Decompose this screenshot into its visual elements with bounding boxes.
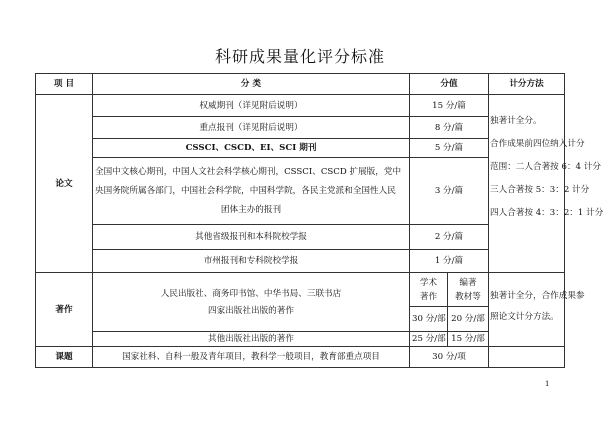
works-subheader-academic-line-1: 学术 — [419, 277, 438, 288]
papers-category-4 — [93, 158, 410, 225]
works-subheader-compiled-line-2: 教材等 — [455, 291, 481, 302]
papers-category-4-line-3: 团体主办的报刊 — [220, 205, 282, 215]
papers-method — [489, 95, 603, 273]
papers-score-2: 8 分/篇 — [410, 117, 489, 139]
works-subheader-compiled — [448, 273, 489, 307]
papers-score-3: 5 分/篇 — [410, 139, 489, 158]
header-score: 分值 — [410, 74, 489, 95]
papers-method-line-4: 三人合著按 5：3：2 计分 — [490, 185, 590, 195]
papers-category-3: CSSCI、CSCD、EI、SCI 期刊 — [93, 139, 410, 158]
works-category-1-line-1: 人民出版社、商务印书馆、中华书局、三联书店 — [160, 288, 342, 299]
papers-category-6: 市州报刊和专科院校学报 — [93, 250, 410, 273]
page-number: 1 — [545, 380, 550, 388]
works-method-line-2: 照论文计分方法。 — [490, 312, 559, 322]
papers-score-6: 1 分/篇 — [410, 250, 489, 273]
papers-score-1: 15 分/篇 — [410, 95, 489, 117]
works-academic-1: 30 分/部 — [410, 307, 448, 332]
header-row — [36, 74, 565, 95]
works-category-2: 其他出版社出版的著作 — [93, 332, 410, 347]
projects-label: 课题 — [36, 347, 93, 368]
table-row — [36, 273, 565, 307]
papers-method-line-3: 范围：二人合著按 6：4 计分 — [490, 162, 601, 172]
table-row — [36, 95, 565, 117]
papers-category-4-line-1: 全国中文核心期刊，中国人文社会科学核心期刊，CSSCI、CSCD 扩展版，党中 — [95, 167, 402, 177]
table-row — [36, 347, 565, 368]
papers-score-5: 2 分/篇 — [410, 225, 489, 250]
table-row — [36, 117, 565, 139]
header-category: 分 类 — [93, 74, 410, 95]
projects-score: 30 分/项 — [410, 347, 489, 368]
scoring-table — [35, 73, 603, 368]
papers-method-line-1: 独著计全分。 — [490, 116, 542, 126]
papers-category-1: 权威期刊（详见附后说明） — [93, 95, 410, 117]
works-subheader-academic-line-2: 著作 — [419, 291, 438, 302]
works-academic-2: 25 分/部 — [410, 332, 448, 347]
table-row — [36, 139, 565, 158]
works-label: 著作 — [36, 273, 93, 347]
works-method-line-1: 独著计全分，合作成果参 — [490, 291, 585, 301]
works-category-1-line-2: 四家出版社出版的著作 — [208, 305, 294, 316]
header-item: 项 目 — [36, 74, 93, 95]
table-row — [36, 250, 565, 273]
works-method — [489, 273, 585, 347]
works-compiled-2: 15 分/部 — [448, 332, 489, 347]
projects-category: 国家社科、自科一般及青年项目，教科学一般项目，教育部重点项目 — [93, 347, 410, 368]
header-method: 计分方法 — [489, 74, 565, 95]
works-subheader-academic — [410, 273, 448, 307]
page-title: 科研成果量化评分标准 — [214, 47, 385, 66]
table-row — [36, 225, 565, 250]
works-category-1 — [93, 273, 410, 332]
papers-method-line-5: 四人合著按 4：3：2：1 计分 — [490, 208, 603, 218]
table-row — [36, 332, 565, 347]
works-subheader-compiled-line-1: 编著 — [459, 277, 477, 288]
papers-category-2: 重点报刊（详见附后说明） — [93, 117, 410, 139]
table-row — [36, 158, 565, 225]
papers-category-5: 其他省级报刊和本科院校学报 — [93, 225, 410, 250]
papers-category-4-line-2: 央国务院所属各部门，中国社会科学院，中国科学院，各民主党派和全国性人民 — [95, 186, 396, 196]
papers-label: 论文 — [36, 95, 93, 273]
papers-method-line-2: 合作成果前四位纳入计分 — [490, 139, 585, 149]
papers-score-4: 3 分/篇 — [410, 158, 489, 225]
projects-method — [489, 347, 565, 368]
works-compiled-1: 20 分/部 — [448, 307, 489, 332]
